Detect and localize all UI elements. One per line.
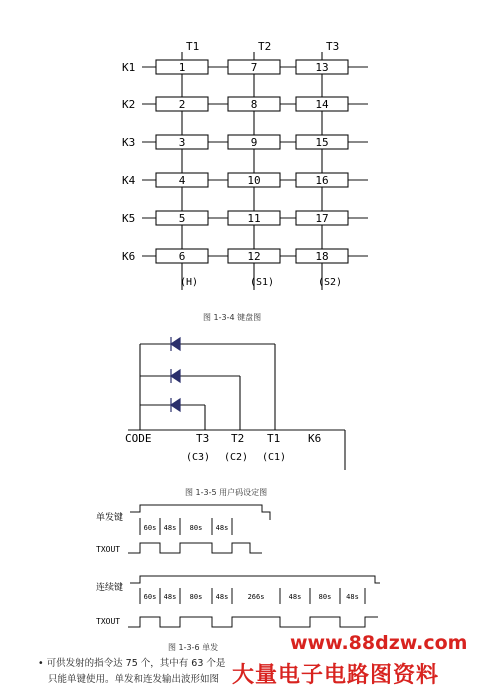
label-c1: (C1) (262, 452, 287, 463)
key-number-5: 5 (178, 212, 186, 225)
cont-key-label: 连续键 (96, 583, 124, 593)
key-number-16: 16 (315, 174, 329, 187)
label-t2: T2 (231, 432, 245, 445)
cont-width-label: 60s (143, 593, 157, 601)
bottom-label-s2: (S2) (318, 277, 343, 288)
cont-width-label: 80s (189, 593, 203, 601)
key-number-14: 14 (315, 98, 329, 111)
key-number-18: 18 (315, 250, 329, 263)
cont-width-label: 80s (318, 593, 332, 601)
key-number-15: 15 (315, 136, 329, 149)
label-c3: (C3) (186, 452, 211, 463)
bottom-label-h: (H) (180, 277, 199, 288)
row-label-k4: K4 (122, 174, 136, 187)
continuous-waveform (128, 576, 380, 627)
single-width-label: 48s (215, 524, 229, 532)
key-number-4: 4 (178, 174, 186, 187)
single-txout-label: TXOUT (96, 545, 121, 554)
watermark-url: www.88dzw.com (290, 632, 468, 654)
figure2-caption: 图 1-3-5 用户码设定图 (185, 488, 268, 497)
figure1-caption: 图 1-3-4 键盘图 (203, 313, 262, 322)
key-number-9: 9 (250, 136, 258, 149)
cont-width-label: 48s (288, 593, 302, 601)
row-label-k5: K5 (122, 212, 136, 225)
key-number-11: 11 (247, 212, 261, 225)
body-line-1: • 可供发射的指令达 75 个，其中有 63 个是 (38, 658, 226, 669)
key-number-6: 6 (178, 250, 186, 263)
key-number-7: 7 (250, 61, 258, 74)
key-number-17: 17 (315, 212, 329, 225)
cont-width-label: 266s (247, 593, 265, 601)
bottom-label-s1: (S1) (250, 277, 275, 288)
cont-width-label: 48s (163, 593, 177, 601)
figure3-caption: 图 1-3-6 单发 (168, 643, 219, 652)
column-label-t2: T2 (258, 40, 272, 53)
single-width-label: 48s (163, 524, 177, 532)
cont-width-label: 48s (346, 593, 359, 601)
diode-icon (171, 369, 180, 383)
key-number-13: 13 (315, 61, 329, 74)
single-width-label: 80s (189, 524, 203, 532)
key-number-8: 8 (250, 98, 258, 111)
diode-icon (171, 337, 180, 351)
diode-icon (171, 398, 180, 412)
label-t1: T1 (267, 432, 281, 445)
body-line-2: 只能单键使用。单发和连发输出波形如图 (48, 674, 220, 685)
single-width-label: 60s (143, 524, 157, 532)
key-number-12: 12 (247, 250, 261, 263)
column-label-t3: T3 (326, 40, 340, 53)
key-number-1: 1 (178, 61, 186, 74)
label-c2: (C2) (224, 452, 249, 463)
label-k6: K6 (308, 432, 322, 445)
key-number-3: 3 (178, 136, 186, 149)
single-key-label: 单发键 (96, 513, 124, 523)
watermark-cn: 大量电子电路图资料 (232, 663, 440, 688)
cont-txout-label: TXOUT (96, 617, 121, 626)
row-label-k1: K1 (122, 61, 136, 74)
label-code: CODE (125, 432, 152, 445)
label-t3: T3 (196, 432, 210, 445)
row-label-k6: K6 (122, 250, 136, 263)
column-label-t1: T1 (186, 40, 200, 53)
row-label-k3: K3 (122, 136, 136, 149)
key-number-2: 2 (178, 98, 186, 111)
key-number-10: 10 (247, 174, 261, 187)
row-label-k2: K2 (122, 98, 136, 111)
cont-width-label: 48s (215, 593, 229, 601)
